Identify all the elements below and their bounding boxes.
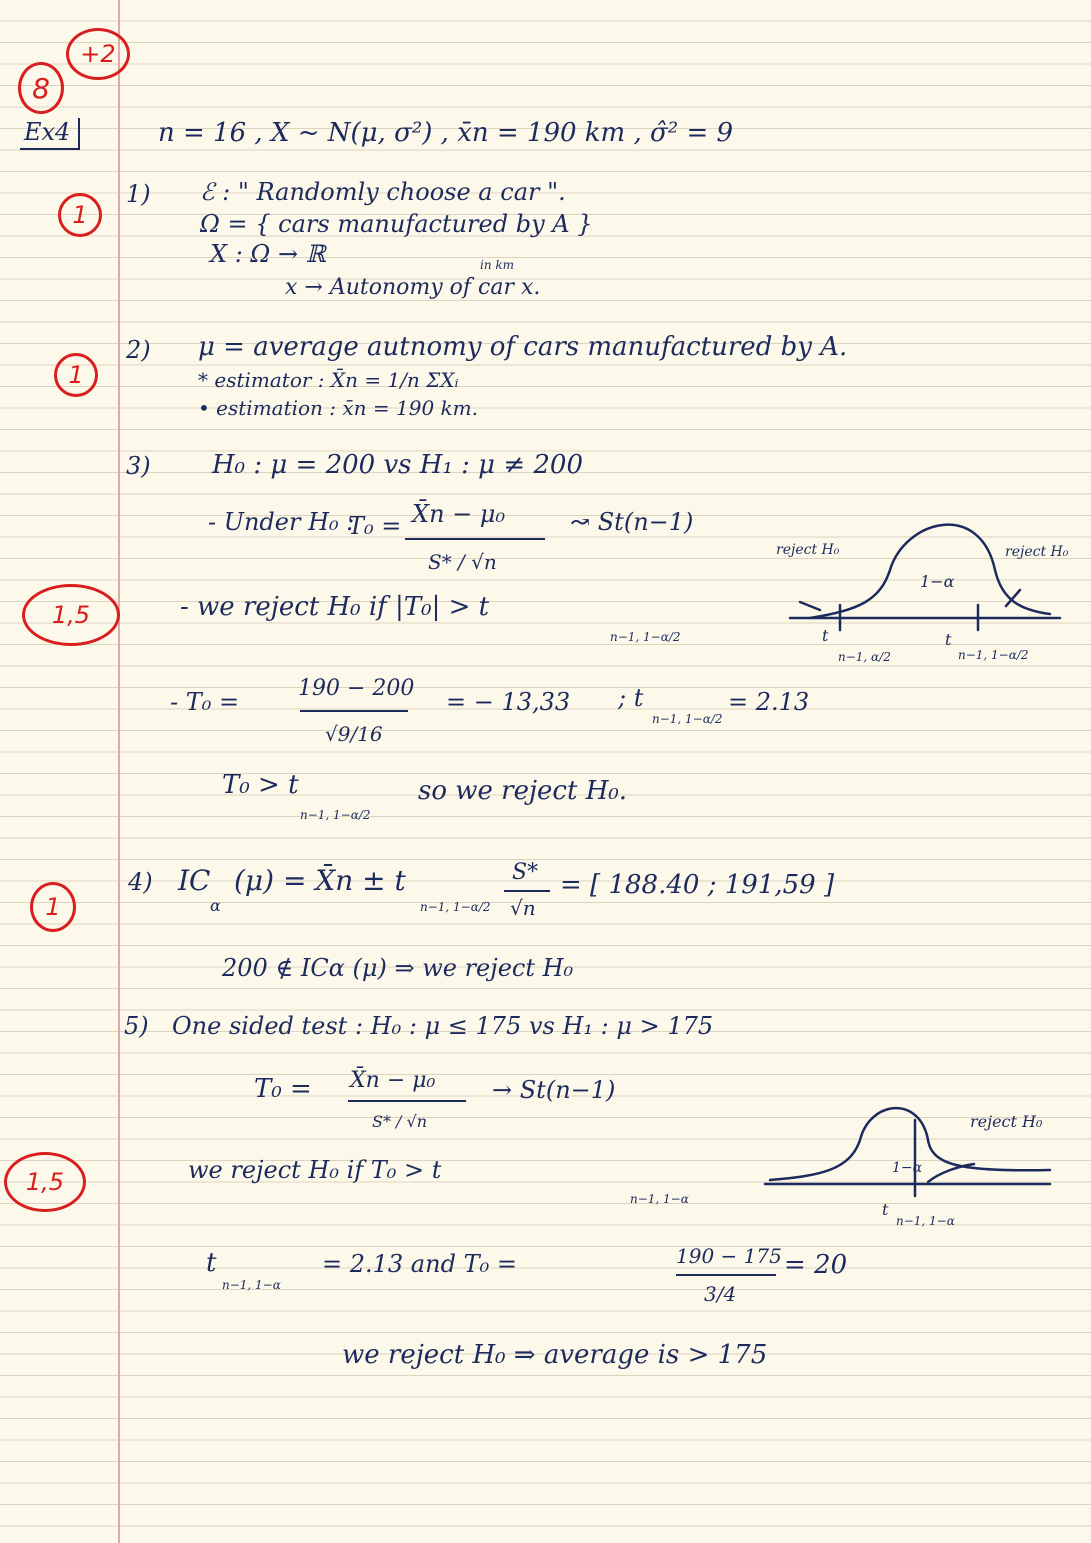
q3-frac-den: S* / √n xyxy=(428,550,497,574)
q3-distribution: ↝ St(n−1) xyxy=(570,508,694,536)
bonus-grade: +2 xyxy=(80,40,116,68)
q3-sketch-center: 1−α xyxy=(920,572,955,591)
q5-frac-bar xyxy=(348,1100,466,1102)
q5-conclusion: we reject H₀ ⇒ average is > 175 xyxy=(342,1340,768,1370)
q5-reject-rule-sub: n−1, 1−α xyxy=(630,1192,689,1206)
q2-number: 2) xyxy=(126,336,151,364)
total-grade-circle xyxy=(18,62,64,114)
q3-sketch-reject-left: reject H₀ xyxy=(776,542,840,558)
q3-grade-circle xyxy=(22,584,120,646)
q4-ic-label: IC xyxy=(178,864,211,897)
q3-sketch-reject-right: reject H₀ xyxy=(1005,544,1069,560)
q4-ic-sub: α xyxy=(210,896,221,915)
q4-grade-circle xyxy=(30,882,76,932)
q5-sketch-t-sub: n−1, 1−α xyxy=(896,1214,955,1228)
q1-grade: 1 xyxy=(72,201,88,229)
q4-ic-t-sub: n−1, 1−α/2 xyxy=(420,900,491,914)
q3-number: 3) xyxy=(126,452,151,480)
q5-frac-num: X̄n − μ₀ xyxy=(350,1068,436,1093)
q1-mapping: x → Autonomy of car x. xyxy=(285,275,541,300)
q1-unit-note: in km xyxy=(480,258,515,272)
q5-sketch-t: t xyxy=(882,1200,889,1219)
q4-interval: = [ 188.40 ; 191,59 ] xyxy=(560,870,835,900)
q5-grade-circle xyxy=(4,1152,86,1212)
q3-arrow-left xyxy=(800,602,820,610)
q3-calc-t-sub: n−1, 1−α/2 xyxy=(652,712,723,726)
q3-reject-rule-sub: n−1, 1−α/2 xyxy=(610,630,681,644)
q3-conclusion-sub: n−1, 1−α/2 xyxy=(300,808,371,822)
q4-frac-num: S* xyxy=(512,860,539,885)
q3-frac-bar xyxy=(405,538,545,540)
q4-ic-formula: (μ) = X̄n ± t xyxy=(234,864,406,897)
q5-sketch-center: 1−α xyxy=(892,1160,923,1176)
q2-grade: 1 xyxy=(68,361,84,389)
q3-sketch-t-right-sub: n−1, 1−α/2 xyxy=(958,648,1029,662)
total-grade: 8 xyxy=(32,71,50,105)
q4-number: 4) xyxy=(128,868,153,896)
q3-hypotheses: H₀ : μ = 200 vs H₁ : μ ≠ 200 xyxy=(212,450,584,480)
q1-grade-circle xyxy=(58,193,102,237)
q1-sample-space: Ω = { cars manufactured by A } xyxy=(200,210,593,238)
q5-distribution: → St(n−1) xyxy=(492,1076,616,1104)
q5-t0-value: = 20 xyxy=(784,1250,848,1280)
bonus-grade-circle xyxy=(66,28,130,80)
q1-number: 1) xyxy=(126,180,151,208)
problem-header: n = 16 , X ~ N(μ, σ²) , x̄n = 190 km , σ̂² = 9 xyxy=(158,118,734,148)
q3-conclusion: so we reject H₀. xyxy=(418,776,628,806)
q3-under-h0: - Under H₀ : xyxy=(208,508,355,536)
q5-reject-rule: we reject H₀ if T₀ > t xyxy=(188,1156,442,1184)
q3-calc-bar xyxy=(300,710,408,712)
q4-grade: 1 xyxy=(45,893,61,921)
q4-conclusion: 200 ∉ ICα (μ) ⇒ we reject H₀ xyxy=(222,954,574,982)
q5-t0-den: 3/4 xyxy=(704,1282,737,1306)
q5-t-value-sub: n−1, 1−α xyxy=(222,1278,281,1292)
exercise-label: Ex4 xyxy=(20,118,80,150)
q3-sketch-t-left: t xyxy=(822,626,829,645)
q3-calc-den: √9/16 xyxy=(325,722,383,746)
q5-sketch-reject: reject H₀ xyxy=(970,1112,1043,1131)
q5-number: 5) xyxy=(124,1012,149,1040)
q2-estimation: • estimation : x̄n = 190 km. xyxy=(198,396,478,420)
q3-reject-rule: - we reject H₀ if |T₀| > t xyxy=(180,592,490,622)
q3-calc-result: = − 13,33 xyxy=(446,688,571,716)
q5-hypotheses: One sided test : H₀ : μ ≤ 175 vs H₁ : μ > 175 xyxy=(172,1012,714,1040)
q5-t-value-label: t xyxy=(206,1248,217,1278)
q2-definition: μ = average autnomy of cars manufactured by A. xyxy=(198,332,848,362)
q3-calc-lhs: - T₀ = xyxy=(170,688,240,716)
q2-estimator: * estimator : X̄n = 1/n ΣXᵢ xyxy=(198,368,459,392)
margin-line xyxy=(118,0,120,1543)
q5-grade: 1,5 xyxy=(25,1168,65,1196)
q5-t0-bar xyxy=(676,1274,776,1276)
q3-conclusion-lhs: T₀ > t xyxy=(222,770,299,800)
q5-t0-label: T₀ = xyxy=(254,1074,312,1104)
q3-sketch-t-right: t xyxy=(945,630,952,649)
q3-sketch-t-left-sub: n−1, α/2 xyxy=(838,650,891,664)
q3-t0-label: T₀ = xyxy=(348,512,402,540)
q4-frac-den: √n xyxy=(510,896,536,920)
q1-experiment: ℰ : " Randomly choose a car ". xyxy=(200,178,566,206)
q5-t-value: = 2.13 and T₀ = xyxy=(322,1250,517,1278)
q3-calc-num: 190 − 200 xyxy=(298,676,415,701)
q4-frac-bar xyxy=(504,890,550,892)
q3-frac-num: X̄n − μ₀ xyxy=(412,500,506,528)
q3-calc-t: ; t xyxy=(618,684,644,712)
q3-grade: 1,5 xyxy=(51,601,91,629)
q1-random-variable: X : Ω → ℝ xyxy=(210,240,326,268)
q5-t0-num: 190 − 175 xyxy=(676,1244,782,1268)
q3-calc-t-value: = 2.13 xyxy=(728,688,810,716)
q5-frac-den: S* / √n xyxy=(372,1112,428,1131)
q2-grade-circle xyxy=(54,353,98,397)
